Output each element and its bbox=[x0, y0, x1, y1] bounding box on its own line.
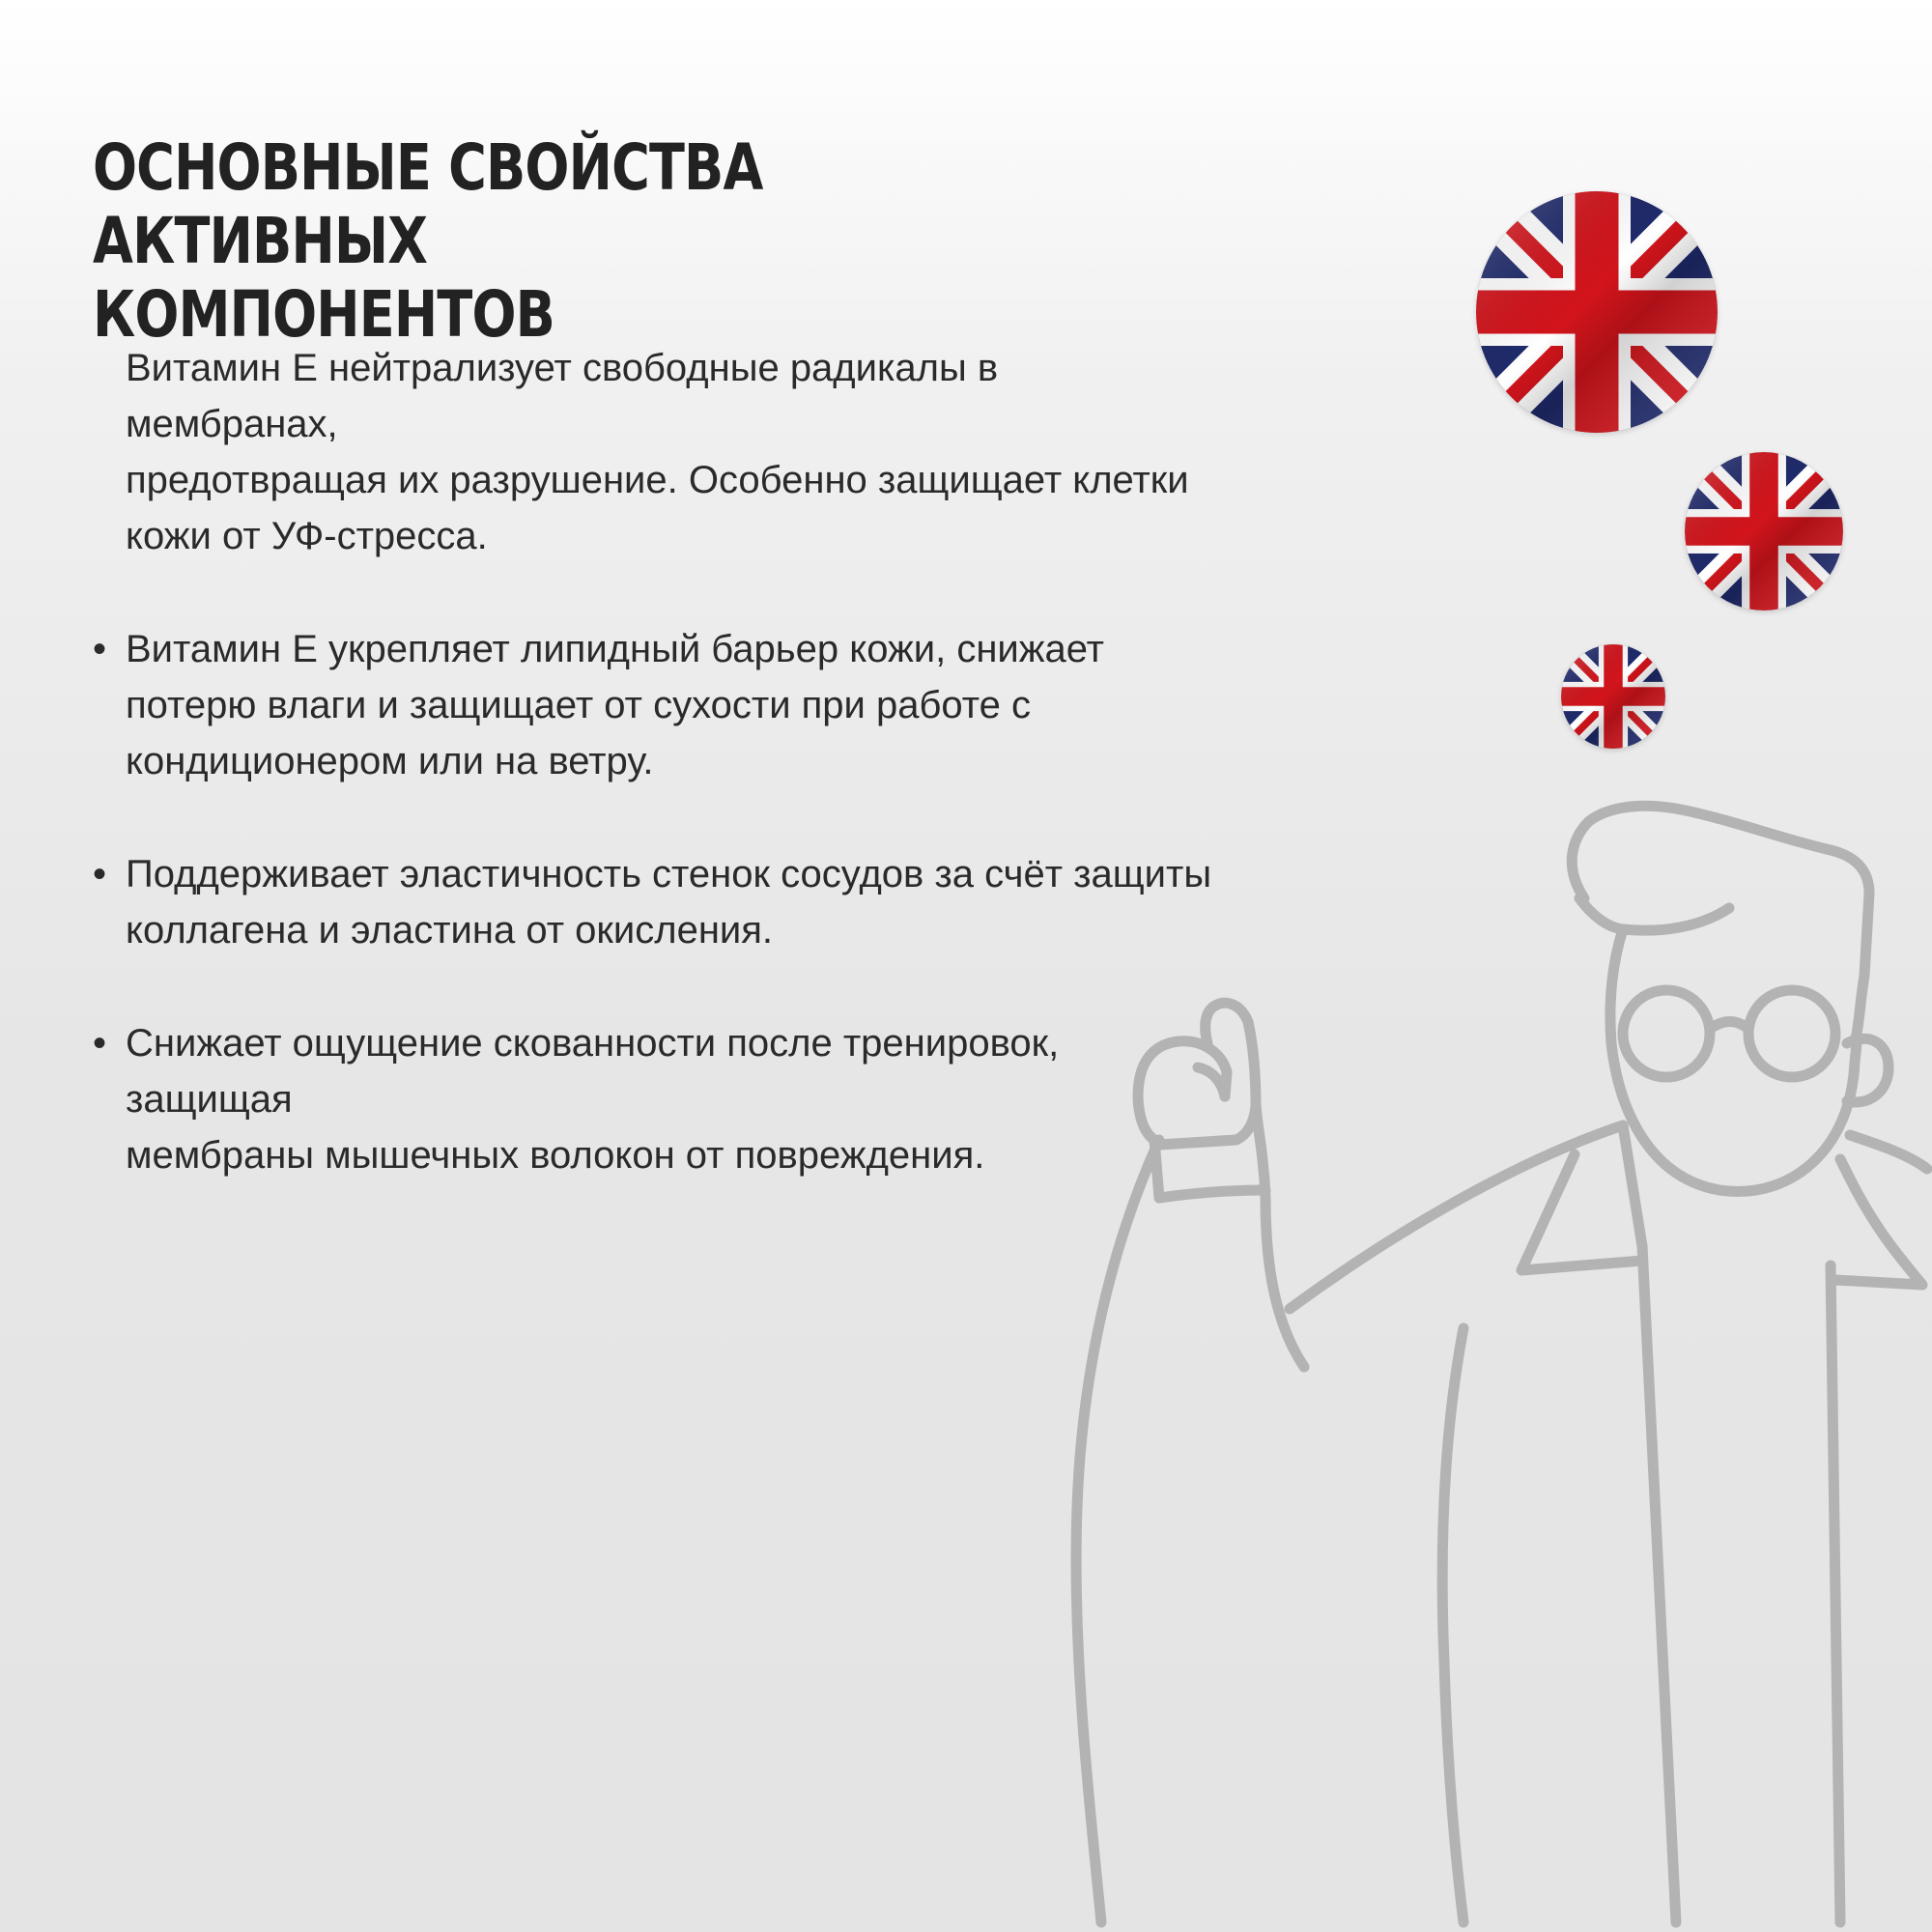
properties-list bbox=[93, 340, 1213, 1240]
property-line: потерю влаги и защищает от сухости при работе с bbox=[126, 684, 1032, 726]
property-item-4 bbox=[93, 1015, 1213, 1183]
bullet: • bbox=[93, 628, 107, 670]
bullet: • bbox=[93, 1022, 107, 1065]
page-title-line-1: ОСНОВНЫЕ СВОЙСТВА АКТИВНЫХ bbox=[93, 130, 763, 278]
uk-flag-icon bbox=[1685, 452, 1843, 611]
page-title bbox=[93, 131, 964, 352]
property-line: Поддерживает эластичность стенок сосудов за счёт защиты bbox=[126, 853, 1212, 895]
property-line: Снижает ощущение скованности после тренировок, защищая bbox=[126, 1022, 1060, 1121]
bullet: • bbox=[93, 853, 107, 895]
page-title-line-2: КОМПОНЕНТОВ bbox=[93, 277, 555, 352]
man-thumbs-up-illustration bbox=[1063, 792, 1932, 1932]
uk-flag-icon bbox=[1561, 644, 1665, 749]
property-line: Витамин Е нейтрализует свободные радикалы в мембранах, bbox=[126, 347, 999, 445]
property-line: мембраны мышечных волокон от повреждения. bbox=[126, 1134, 985, 1177]
property-item-2 bbox=[93, 621, 1213, 789]
uk-flag-icon bbox=[1476, 191, 1718, 433]
property-item-1 bbox=[93, 340, 1213, 564]
property-line: предотвращая их разрушение. Особенно защищает клетки bbox=[126, 459, 1189, 501]
property-line: Витамин Е укрепляет липидный барьер кожи, снижает bbox=[126, 628, 1104, 670]
property-line: кожи от УФ-стресса. bbox=[126, 515, 488, 557]
property-item-3 bbox=[93, 846, 1213, 958]
property-line: коллагена и эластина от окисления. bbox=[126, 909, 774, 952]
property-line: кондиционером или на ветру. bbox=[126, 740, 654, 782]
